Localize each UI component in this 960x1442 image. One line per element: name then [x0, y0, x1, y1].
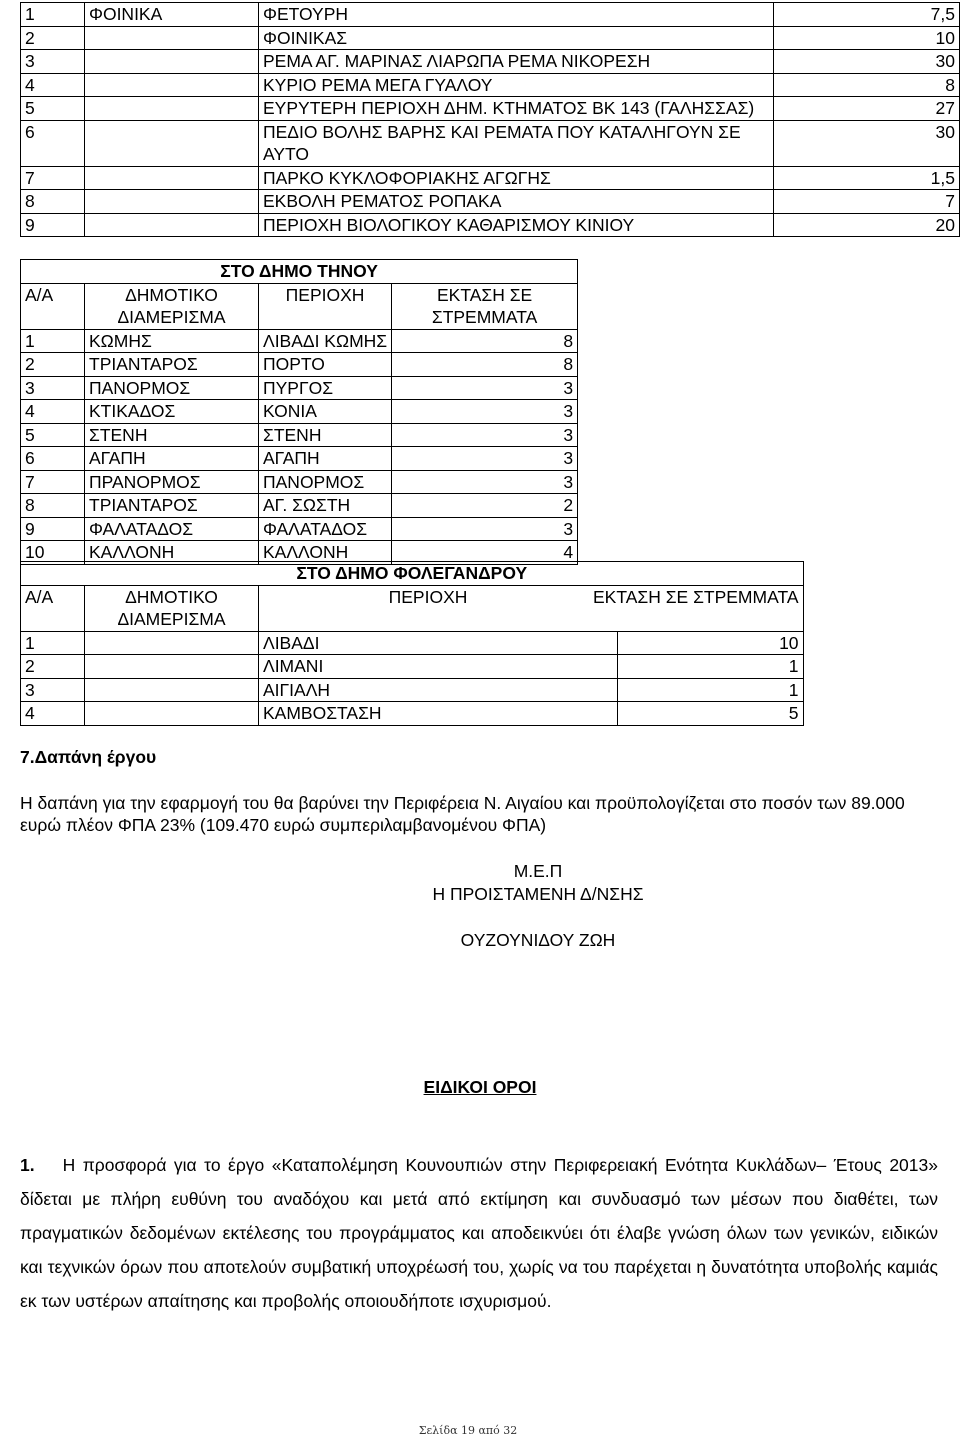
row-number: 1: [21, 3, 85, 27]
row-number: 5: [21, 423, 85, 447]
header-aa: Α/Α: [21, 585, 85, 631]
size-cell: 27: [774, 97, 960, 121]
size-cell: 7,5: [774, 3, 960, 27]
item-number: 1.: [20, 1155, 35, 1175]
table-row: [21, 97, 960, 121]
area-cell: ΠΥΡΓΟΣ: [259, 376, 392, 400]
district-cell: ΚΤΙΚΑΔΟΣ: [85, 400, 259, 424]
row-number: 7: [21, 470, 85, 494]
area-cell: ΠΑΝΟΡΜΟΣ: [259, 470, 392, 494]
table-header-row: [21, 585, 804, 631]
area-cell: ΑΓΑΠΗ: [259, 447, 392, 471]
area-cell: ΛΙΒΑΔΙ: [259, 631, 618, 655]
district-cell: ΦΟΙΝΙΚΑ: [85, 3, 259, 27]
district-cell: ΚΩΜΗΣ: [85, 329, 259, 353]
area-cell: ΣΤΕΝΗ: [259, 423, 392, 447]
table-row: [21, 50, 960, 74]
area-cell: ΕΥΡΥΤΕΡΗ ΠΕΡΙΟΧΗ ΔΗΜ. ΚΤΗΜΑΤΟΣ ΒΚ 143 (ΓΑΛΗΣΣΑΣ): [259, 97, 774, 121]
size-cell: 10: [774, 26, 960, 50]
row-number: 9: [21, 213, 85, 237]
size-cell: 3: [392, 470, 578, 494]
size-cell: 2: [392, 494, 578, 518]
area-cell: ΚΑΜΒΟΣΤΑΣΗ: [259, 702, 618, 726]
signature-department: Μ.Ε.Π: [513, 861, 563, 881]
header-district: ΔΗΜΟΤΙΚΟ ΔΙΑΜΕΡΙΣΜΑ: [85, 585, 259, 631]
size-cell: 3: [392, 447, 578, 471]
area-cell: ΦΟΙΝΙΚΑΣ: [259, 26, 774, 50]
area-cell: ΠΕΡΙΟΧΗ ΒΙΟΛΟΓΙΚΟΥ ΚΑΘΑΡΙΣΜΟΥ ΚΙΝΙΟΥ: [259, 213, 774, 237]
table-row: [21, 3, 960, 27]
row-number: 1: [21, 631, 85, 655]
table-row: [21, 655, 804, 679]
row-number: 8: [21, 494, 85, 518]
header-aa: Α/Α: [21, 283, 85, 329]
area-cell: ΑΓ. ΣΩΣΤΗ: [259, 494, 392, 518]
table-title: ΣΤΟ ΔΗΜΟ ΦΟΛΕΓΑΝΔΡΟΥ: [21, 562, 804, 586]
district-cell: [85, 166, 259, 190]
row-number: 4: [21, 702, 85, 726]
row-number: 2: [21, 655, 85, 679]
district-cell: ΣΤΕΝΗ: [85, 423, 259, 447]
header-district: ΔΗΜΟΤΙΚΟ ΔΙΑΜΕΡΙΣΜΑ: [85, 283, 259, 329]
size-cell: 1: [617, 678, 803, 702]
district-cell: ΠΑΝΟΡΜΟΣ: [85, 376, 259, 400]
area-cell: ΛΙΜΑΝΙ: [259, 655, 618, 679]
size-cell: 1,5: [774, 166, 960, 190]
district-cell: ΦΑΛΑΤΑΔΟΣ: [85, 517, 259, 541]
size-cell: 4: [392, 541, 578, 565]
size-cell: 8: [774, 73, 960, 97]
item-text: Η προσφορά για το έργο «Καταπολέμηση Κουνουπιών στην Περιφερειακή Ενότητα Κυκλάδων– Έτους 2013» δίδεται με πλήρη ευθύνη του αναδόχου και μετά από εκτίμηση και συνδυασμό των μέσων που διαθέτει, των πραγματικών δεδομένων εκτέλεσης του προγράμματος και αποδεικνύει ότι έλαβε γνώση όλων των γενικών, ειδικών και τεχνικών όρων που αποτελούν συμβατική υποχρέωσή του, χωρίς να του παρέχεται η δυνατότητα υποβολής καμιάς εκ των υστέρων απαίτησης και προβολής οποιουδήποτε ισχυρισμού.: [20, 1155, 938, 1311]
size-cell: 7: [774, 190, 960, 214]
table-row: [21, 376, 578, 400]
area-cell: ΠΕΔΙΟ ΒΟΛΗΣ ΒΑΡΗΣ ΚΑΙ ΡΕΜΑΤΑ ΠΟΥ ΚΑΤΑΛΗΓΟΥΝ ΣΕ ΑΥΤΟ: [259, 120, 774, 166]
table-row: [21, 423, 578, 447]
table-row: [21, 329, 578, 353]
area-cell: ΚΥΡΙΟ ΡΕΜΑ ΜΕΓΑ ΓΥΑΛΟΥ: [259, 73, 774, 97]
district-cell: ΤΡΙΑΝΤΑΡΟΣ: [85, 353, 259, 377]
district-cell: [85, 190, 259, 214]
district-cell: ΑΓΑΠΗ: [85, 447, 259, 471]
size-cell: 10: [617, 631, 803, 655]
size-cell: 30: [774, 120, 960, 166]
district-cell: [85, 73, 259, 97]
size-cell: 8: [392, 329, 578, 353]
area-cell: ΛΙΒΑΔΙ ΚΩΜΗΣ: [259, 329, 392, 353]
row-number: 6: [21, 120, 85, 166]
table-title-row: [21, 562, 804, 586]
row-number: 1: [21, 329, 85, 353]
area-cell: ΚΟΝΙΑ: [259, 400, 392, 424]
table-row: [21, 190, 960, 214]
cost-paragraph: Η δαπάνη για την εφαρμογή του θα βαρύνει την Περιφέρεια Ν. Αιγαίου και προϋπολογίζεται στο ποσόν των 89.000 ευρώ πλέον ΦΠΑ 23% (109.470 ευρώ συμπεριλαμβανομένου ΦΠΑ): [20, 793, 905, 835]
area-cell: ΑΙΓΙΑΛΗ: [259, 678, 618, 702]
table-row: [21, 470, 578, 494]
areas-table-folegandros: [20, 561, 804, 726]
section-heading: 7.Δαπάνη έργου: [20, 747, 157, 767]
size-cell: 1: [617, 655, 803, 679]
table-row: [21, 166, 960, 190]
table-title-row: [21, 260, 578, 284]
area-cell: ΠΑΡΚΟ ΚΥΚΛΟΦΟΡΙΑΚΗΣ ΑΓΩΓΗΣ: [259, 166, 774, 190]
district-cell: [85, 26, 259, 50]
table-row: [21, 517, 578, 541]
table-row: [21, 73, 960, 97]
district-cell: [85, 97, 259, 121]
area-cell: ΦΕΤΟΥΡΗ: [259, 3, 774, 27]
table-row: [21, 26, 960, 50]
row-number: 5: [21, 97, 85, 121]
size-cell: 3: [392, 517, 578, 541]
row-number: 7: [21, 166, 85, 190]
row-number: 6: [21, 447, 85, 471]
table-row: [21, 631, 804, 655]
page-footer: Σελίδα 19 από 32: [418, 1424, 518, 1437]
row-number: 4: [21, 73, 85, 97]
header-size: ΕΚΤΑΣΗ ΣΕ ΣΤΡΕΜΜΑΤΑ: [593, 586, 799, 607]
row-number: 2: [21, 26, 85, 50]
row-number: 4: [21, 400, 85, 424]
district-cell: [85, 213, 259, 237]
size-cell: 3: [392, 376, 578, 400]
area-cell: ΚΑΛΛΟΝΗ: [259, 541, 392, 565]
table-row: [21, 213, 960, 237]
table-row: [21, 400, 578, 424]
table-header-row: [21, 283, 578, 329]
district-cell: [85, 678, 259, 702]
area-cell: ΦΑΛΑΤΑΔΟΣ: [259, 517, 392, 541]
size-cell: 3: [392, 423, 578, 447]
table-title: ΣΤΟ ΔΗΜΟ ΤΗΝΟΥ: [21, 260, 578, 284]
table-row: [21, 353, 578, 377]
size-cell: 8: [392, 353, 578, 377]
size-cell: 5: [617, 702, 803, 726]
header-size: ΕΚΤΑΣΗ ΣΕ ΣΤΡΕΜΜΑΤΑ: [392, 283, 578, 329]
row-number: 3: [21, 678, 85, 702]
row-number: 9: [21, 517, 85, 541]
row-number: 3: [21, 50, 85, 74]
signature-title: Η ΠΡΟΙΣΤΑΜΕΝΗ Δ/ΝΣΗΣ: [432, 884, 644, 904]
table-row: [21, 702, 804, 726]
district-cell: [85, 50, 259, 74]
table-row: [21, 494, 578, 518]
row-number: 8: [21, 190, 85, 214]
header-area: ΠΕΡΙΟΧΗ: [388, 586, 468, 607]
header-area: ΠΕΡΙΟΧΗ: [259, 283, 392, 329]
district-cell: [85, 702, 259, 726]
row-number: 2: [21, 353, 85, 377]
district-cell: ΠΡΑΝΟΡΜΟΣ: [85, 470, 259, 494]
areas-table-1: [20, 2, 960, 237]
district-cell: [85, 631, 259, 655]
size-cell: 3: [392, 400, 578, 424]
table-row: [21, 120, 960, 166]
district-cell: ΚΑΛΛΟΝΗ: [85, 541, 259, 565]
table-row: [21, 678, 804, 702]
district-cell: ΤΡΙΑΝΤΑΡΟΣ: [85, 494, 259, 518]
special-terms-heading: ΕΙΔΙΚΟΙ ΟΡΟΙ: [423, 1077, 537, 1097]
size-cell: 30: [774, 50, 960, 74]
row-number: 3: [21, 376, 85, 400]
areas-table-tinos: [20, 259, 578, 565]
signature-name: ΟΥΖΟΥΝΙΔΟΥ ΖΩΗ: [460, 930, 616, 950]
area-cell: ΠΟΡΤΟ: [259, 353, 392, 377]
area-cell: ΕΚΒΟΛΗ ΡΕΜΑΤΟΣ ΡΟΠΑΚΑ: [259, 190, 774, 214]
special-terms-item: [20, 1148, 938, 1318]
area-cell: ΡΕΜΑ ΑΓ. ΜΑΡΙΝΑΣ ΛΙΑΡΩΠΑ ΡΕΜΑ ΝΙΚΟΡΕΣΗ: [259, 50, 774, 74]
district-cell: [85, 120, 259, 166]
table-row: [21, 447, 578, 471]
row-number: 10: [21, 541, 85, 565]
header-area-size: [259, 585, 804, 631]
district-cell: [85, 655, 259, 679]
size-cell: 20: [774, 213, 960, 237]
